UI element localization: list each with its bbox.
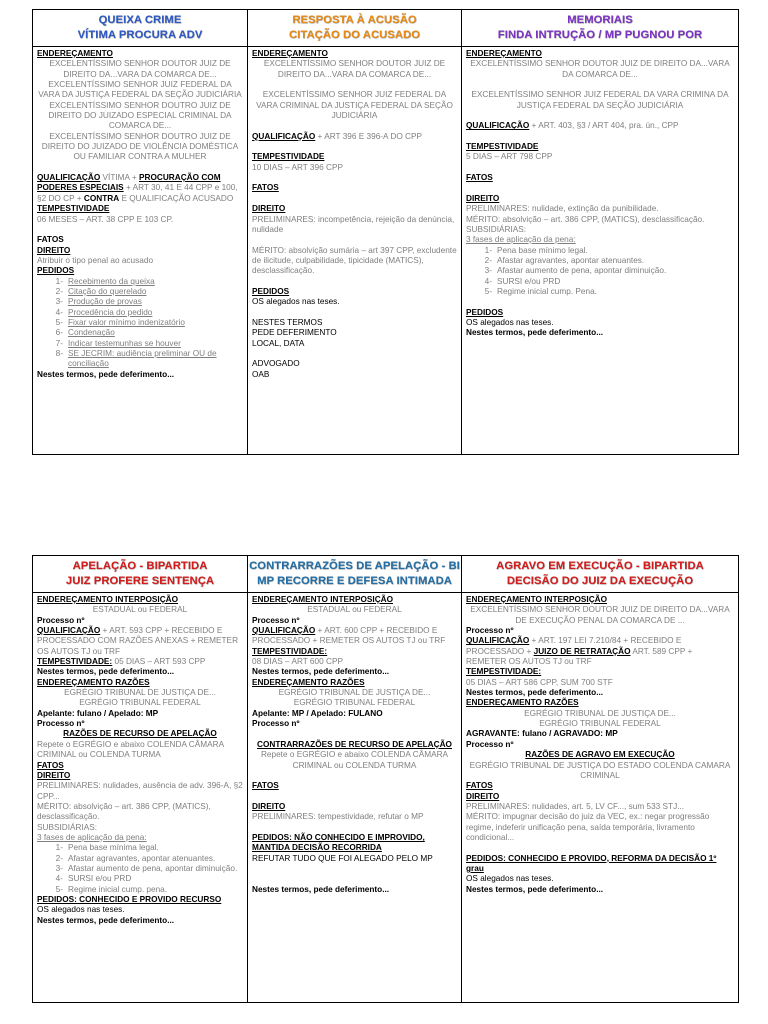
- razoes-label: CONTRARRAZÕES DE RECURSO DE APELAÇÃO: [257, 739, 452, 749]
- column-agravo-execucao: [462, 556, 738, 1002]
- fatos-label: FATOS: [37, 235, 64, 245]
- enderecamento-razoes-label: ENDEREÇAMENTO RAZÕES: [37, 677, 150, 687]
- pedidos-text: OS alegados nas teses.: [252, 297, 340, 307]
- fatos-label: FATOS: [37, 760, 64, 770]
- partes-text: Apelante: fulano / Apelado: MP: [37, 708, 159, 718]
- qualificacao-label: QUALIFICAÇÃO: [252, 626, 316, 636]
- column-subtitle: CITAÇÃO DO ACUSADO: [288, 29, 421, 41]
- enderecamento-text: EXCELENTÍSSIMO SENHOR DOUTRO JUIZ DE DIREITO DO JUIZADO ESPECIAL CRIMINAL DA COMARCA DE...: [48, 100, 232, 131]
- column-resposta-acusacao: [248, 10, 462, 454]
- enderecamento-interposicao-label: ENDEREÇAMENTO INTERPOSIÇÃO: [37, 595, 179, 604]
- pedidos-label: PEDIDOS: CONHECIDO E PROVIDO, REFORMA DA DECISÃO 1º grau: [466, 853, 717, 873]
- column-body: [248, 47, 461, 380]
- list-item: 6- Condenação: [55, 328, 115, 338]
- pedidos-label: PEDIDOS: CONHECIDO E PROVIDO RECURSO: [37, 894, 222, 904]
- egregio-tj-text: EGRÉGIO TRIBUNAL DE JUSTIÇA DE...: [64, 688, 216, 698]
- column-header: [33, 556, 247, 593]
- qualificacao-text: + ART. 403, §3 / ART 404, pra. ún., CPP: [529, 121, 679, 131]
- closing-text: Nestes termos, pede deferimento...: [466, 328, 604, 338]
- enderecamento-text: EXCELENTÍSSIMO SENHOR JUIZ FEDERAL DA VARA CRIMINA DA JUSTIÇA FEDERAL DA SEÇÃO JUDICIÁRIA: [471, 90, 729, 110]
- column-header: [462, 556, 738, 593]
- enderecamento-text: EXCELENTÍSSIMO SENHOR DOUTOR JUIZ DE DIREITO DA...VARA DA COMARCA DE...: [49, 59, 231, 79]
- direito-text: Atribuir o tipo penal ao acusado: [37, 255, 154, 265]
- processo-text: Processo nº: [466, 739, 514, 749]
- enderecamento-interposicao-label: ENDEREÇAMENTO INTERPOSIÇÃO: [252, 595, 394, 604]
- fases-label: 3 fases de aplicação da pena:: [466, 235, 576, 245]
- column-subtitle: JUIZ PROFERE SENTENÇA: [65, 575, 215, 587]
- pedidos-label: PEDIDOS: [466, 307, 504, 317]
- list-item: 5- Regime inicial cump. pena.: [55, 884, 168, 894]
- retratacao-label: JUIZO DE RETRATAÇÃO: [533, 646, 631, 656]
- column-apelacao: [33, 556, 248, 1002]
- column-header: [33, 10, 247, 47]
- column-title: AGRAVO EM EXECUÇÃO - BIPARTIDA: [496, 560, 704, 572]
- list-item: 4- SURSI e/ou PRD: [484, 276, 561, 286]
- qualificacao-label: QUALIFICAÇÃO: [466, 636, 530, 646]
- procuracao-label: PROCURAÇÃO COM PODERES ESPECIAIS: [37, 173, 221, 193]
- tempestividade-text: 05 DIAS – ART 593 CPP: [112, 657, 206, 667]
- tempestividade-line: [37, 657, 243, 667]
- fatos-label: FATOS: [252, 781, 279, 791]
- closing-text: Nestes termos, pede deferimento...: [252, 884, 390, 894]
- enderecamento-label: ENDEREÇAMENTO: [37, 49, 113, 58]
- egregio-tj-text: EGRÉGIO TRIBUNAL DE JUSTIÇA DE...: [524, 708, 676, 718]
- pedidos-label: PEDIDOS: [37, 266, 75, 276]
- qualificacao-label: QUALIFICAÇÃO: [466, 121, 530, 131]
- subsidiarias-label: SUBSIDIÁRIAS:: [466, 224, 527, 234]
- tempestividade-text: 06 MESES – ART. 38 CPP E 103 CP.: [37, 214, 174, 224]
- merito-text: MÉRITO: absolvição – art. 386 CPP, (MATICS), desclassificação.: [37, 801, 211, 822]
- tempestividade-text: 5 DIAS – ART 798 CPP: [466, 152, 553, 162]
- column-body: [33, 47, 247, 380]
- list-item: 3- Afastar aumento de pena, apontar diminuição.: [55, 863, 238, 873]
- column-header: [462, 10, 738, 47]
- tempestividade-label: TEMPESTIVIDADE: [466, 142, 539, 152]
- tempestividade-label: TEMPESTIVIDADE:: [37, 657, 113, 667]
- razoes-text: Repete o EGRÉGIO e abaixo COLENDA CÂMARA CRIMINAL ou COLENDA TURMA: [260, 750, 449, 770]
- tempestividade-label: TEMPESTIVIDADE:: [252, 646, 328, 656]
- fatos-label: FATOS: [252, 183, 279, 193]
- pedidos-label: PEDIDOS: NÃO CONHECIDO E IMPROVIDO, MANTIDA DECISÃO RECORRIDA: [252, 832, 425, 853]
- nestes-termos: Nestes termos, pede deferimento...: [466, 688, 604, 698]
- enderecamento-razoes-label: ENDEREÇAMENTO RAZÕES: [466, 698, 579, 708]
- enderecamento-text: EXCELENTÍSSIMO SENHOR DOUTOR JUIZ DE DIREITO DA...VARA DA COMARCA DE...: [470, 59, 730, 79]
- processo-text: Processo nº: [37, 615, 85, 625]
- column-subtitle: MP RECORRE E DEFESA INTIMADA: [257, 575, 452, 587]
- qualificacao-line: [252, 626, 457, 647]
- table-bottom: [32, 555, 739, 1003]
- table-top: [32, 9, 739, 455]
- column-header: [248, 10, 461, 47]
- preliminares-text: PRELIMINARES: incompetência, rejeição da denúncia, nulidade: [252, 214, 455, 234]
- column-body: [462, 593, 738, 895]
- nestes-termos: Nestes termos, pede deferimento...: [252, 667, 390, 677]
- qualificacao-vitima: VÍTIMA +: [100, 173, 139, 183]
- pedidos-text: OS alegados nas teses.: [466, 317, 554, 327]
- egregio-trf-text: EGRÉGIO TRIBUNAL FEDERAL: [293, 698, 416, 708]
- oab-text: OAB: [252, 369, 270, 379]
- column-title: MEMORIAIS: [567, 14, 633, 26]
- preliminares-text: PRELIMINARES: tempestividade, refutar o MP: [252, 812, 424, 822]
- list-item: 5- Regime inicial cump. Pena.: [484, 286, 597, 296]
- egregio-trf-text: EGRÉGIO TRIBUNAL FEDERAL: [539, 719, 661, 729]
- qualificacao-text: + ART. 600 CPP + RECEBIDO E PROCESSADO + REMETER OS AUTOS TJ ou TRF: [252, 626, 446, 646]
- processo-text: Processo nº: [37, 719, 85, 729]
- qualificacao-text: + ART. 593 CPP + RECEBIDO E PROCESSADO COM RAZÕES ANEXAS + REMETER OS AUTOS TJ ou TRF: [37, 626, 239, 656]
- qualificacao-label: QUALIFICAÇÃO: [37, 626, 101, 636]
- enderecamento-text: EXCELENTÍSSIMO SENHOR DOUTOR JUIZ DE DIREITO DA...VARA DA COMARCA DE...: [263, 59, 446, 79]
- enderecamento-interposicao-label: ENDEREÇAMENTO INTERPOSIÇÃO: [466, 595, 608, 604]
- list-item: 1- Pena base mínima legal.: [55, 843, 159, 853]
- qualificacao-label: QUALIFICAÇÃO: [252, 131, 316, 141]
- retratacao-text: ART. 589 CPP + REMETER OS AUTOS TJ ou TRF: [466, 646, 693, 667]
- enderecamento-label: ENDEREÇAMENTO: [466, 49, 542, 58]
- tempestividade-label: TEMPESTIVIDADE: [37, 204, 110, 214]
- tempestividade-label: TEMPESTIVIDADE:: [466, 667, 542, 677]
- pedidos-text: REFUTAR TUDO QUE FOI ALEGADO PELO MP: [252, 853, 433, 863]
- merito-text: MÉRITO: absolvição sumária – art 397 CPP, excludente de ilicitude, culpabilidade, tipicidade (MATICS), desclassificação.: [252, 245, 457, 276]
- pede-deferimento: PEDE DEFERIMENTO: [252, 328, 337, 338]
- fatos-label: FATOS: [466, 173, 493, 183]
- column-title: QUEIXA CRIME: [98, 14, 182, 26]
- tempestividade-text: 08 DIAS – ART 600 CPP: [252, 657, 343, 667]
- closing-text: Nestes termos, pede deferimento...: [37, 369, 175, 379]
- nestes-termos: NESTES TERMOS: [252, 317, 323, 327]
- tempestividade-text: 10 DIAS – ART 396 CPP: [252, 162, 343, 172]
- column-title: CONTRARRAZÕES DE APELAÇÃO - BI: [249, 560, 460, 572]
- qualificacao-line: [37, 626, 243, 657]
- column-title: RESPOSTA À ACUSÃO: [292, 14, 417, 26]
- enderecamento-text: EXCELENTÍSSIMO SENHOR JUIZ FEDERAL DA VARA DA JUSTIÇA FEDERAL DA SEÇÃO JUDICIÁRIA: [38, 80, 242, 100]
- egregio-trf-text: EGRÉGIO TRIBUNAL FEDERAL: [79, 698, 201, 708]
- column-header: [248, 556, 461, 593]
- column-body: [462, 47, 738, 339]
- procuracao-text: + ART 30, 41 E 44 CPP e 100, §2 DO CP +: [37, 183, 238, 203]
- preliminares-text: PRELIMINARES: nulidade, extinção da punibilidade.: [466, 204, 659, 214]
- list-item: 8- SE JECRIM: audiência preliminar OU de conciliação: [55, 348, 217, 369]
- merito-text: MÉRITO: impugnar decisão do juiz da VEC, ex.: negar progressão regime, indeferir unificação pena, saída temporária, livramento condicional...: [466, 812, 710, 842]
- column-subtitle: DECISÃO DO JUIZ DA EXECUÇÃO: [506, 575, 694, 587]
- pedidos-text: OS alegados nas teses.: [37, 905, 125, 915]
- list-item: 1- Recebimento da queixa: [55, 276, 155, 286]
- column-contrarrazoes: [248, 556, 462, 1002]
- column-memoriais: [462, 10, 738, 454]
- direito-label: DIREITO: [37, 770, 71, 780]
- qualificacao-line: [37, 173, 243, 204]
- list-item: 7- Indicar testemunhas se houver: [55, 338, 181, 348]
- list-item: 2- Afastar agravantes, apontar atenuantes.: [55, 853, 216, 863]
- list-item: 5- Fixar valor mínimo indenizatório: [55, 317, 185, 327]
- column-subtitle: VÍTIMA PROCURA ADV: [77, 29, 203, 41]
- qualificacao-label: QUALIFICAÇÃO: [37, 173, 101, 183]
- qualificacao-line: [466, 121, 734, 131]
- qualificacao-line: [466, 636, 734, 667]
- processo-text: Processo nº: [466, 626, 514, 636]
- enderecamento-razoes-label: ENDEREÇAMENTO RAZÕES: [252, 677, 365, 687]
- column-title: APELAÇÃO - BIPARTIDA: [72, 560, 208, 572]
- direito-label: DIREITO: [252, 204, 286, 214]
- list-item: 2- Afastar agravantes, apontar atenuantes.: [484, 255, 645, 265]
- list-item: 3- Produção de provas: [55, 297, 142, 307]
- estadual-federal-text: ESTADUAL ou FEDERAL: [92, 605, 188, 615]
- processo-text: Processo nº: [252, 615, 300, 625]
- closing-text: Nestes termos, pede deferimento...: [37, 915, 175, 925]
- advogado-text: ADVOGADO: [252, 359, 300, 369]
- enderecamento-text: EXCELENTÍSSIMO SENHOR DOUTOR JUIZ DE DIREITO DA...VARA DE EXECUÇÃO PENAL DA COMARCA DE ...: [470, 605, 730, 625]
- subsidiarias-label: SUBSIDIÁRIAS:: [37, 822, 98, 832]
- direito-label: DIREITO: [252, 801, 286, 811]
- closing-text: Nestes termos, pede deferimento...: [466, 884, 604, 894]
- fatos-label: FATOS: [466, 781, 493, 791]
- estadual-federal-text: ESTADUAL ou FEDERAL: [307, 605, 402, 615]
- tempestividade-label: TEMPESTIVIDADE: [252, 152, 325, 162]
- merito-text: MÉRITO: absolvição – art. 386 CPP, (MATICS), desclassificação.: [466, 214, 705, 224]
- column-body: [248, 593, 461, 895]
- nestes-termos: Nestes termos, pede deferimento...: [37, 667, 175, 677]
- partes-text: AGRAVANTE: fulano / AGRAVADO: MP: [466, 729, 618, 739]
- egregio-tj-text: EGRÉGIO TRIBUNAL DE JUSTIÇA DE...: [278, 688, 431, 698]
- list-item: 1- Pena base mínimo legal.: [484, 245, 588, 255]
- list-item: 3- Afastar aumento de pena, apontar diminuição.: [484, 266, 667, 276]
- tempestividade-text: 05 DIAS – ART 586 CPP, SUM 700 STF: [466, 677, 613, 687]
- column-queixa-crime: [33, 10, 248, 454]
- processo-text: Processo nº: [252, 719, 300, 729]
- enderecamento-text: EXCELENTÍSSIMO SENHOR JUIZ FEDERAL DA VARA CRIMINAL DA JUSTIÇA FEDERAL DA SEÇÃO JUDICIÁRIA: [256, 90, 453, 121]
- qualificacao-text: + ART 396 E 396-A DO CPP: [315, 131, 423, 141]
- list-item: 2- Citação do querelado: [55, 286, 147, 296]
- pedidos-text: OS alegados nas teses.: [466, 874, 554, 884]
- razoes-text: EGRÉGIO TRIBUNAL DE JUSTIÇA DO ESTADO COLENDA CAMARA CRIMINAL: [469, 760, 731, 780]
- razoes-label: RAZÕES DE RECURSO DE APELAÇÃO: [63, 729, 217, 739]
- direito-label: DIREITO: [37, 245, 71, 255]
- list-item: 4- SURSI e/ou PRD: [55, 874, 132, 884]
- razoes-label: RAZÕES DE AGRAVO EM EXECUÇÃO: [525, 750, 675, 760]
- qualificacao-line: [252, 132, 457, 142]
- enderecamento-text: EXCELENTÍSSIMO SENHOR DOUTRO JUIZ DE DIREITO DO JUIZADO DE VIOLÊNCIA DOMÉSTICA OU FAMILIAR CONTRA A MULHER: [41, 131, 239, 162]
- preliminares-text: PRELIMINARES: nulidades, ausência de adv. 396-A, §2 CPP...: [37, 781, 243, 801]
- local-data: LOCAL, DATA: [252, 338, 305, 348]
- column-body: [33, 593, 247, 926]
- preliminares-text: PRELIMINARES: nulidades, art. 5, LV CF..., sum 533 STJ...: [466, 801, 685, 811]
- direito-label: DIREITO: [466, 193, 500, 203]
- direito-label: DIREITO: [466, 791, 500, 801]
- contra-text: E QUALIFICAÇÃO ACUSADO: [119, 193, 234, 203]
- qualificacao-text: + ART. 197 LEI 7.210/84 + RECEBIDO E PROCESSADO +: [466, 636, 682, 656]
- enderecamento-label: ENDEREÇAMENTO: [252, 49, 328, 58]
- column-subtitle: FINDA INTRUÇÃO / MP PUGNOU POR: [497, 29, 703, 41]
- partes-text: Apelante: MP / Apelado: FULANO: [252, 708, 383, 718]
- razoes-text: Repete o EGRÉGIO e abaixo COLENDA CÂMARA CRIMINAL ou COLENDA TURMA: [37, 739, 224, 760]
- list-item: 4- Procedência do pedido: [55, 307, 153, 317]
- contra-label: CONTRA: [83, 193, 120, 203]
- fases-label: 3 fases de aplicação da pena:: [37, 832, 147, 842]
- pedidos-label: PEDIDOS: [252, 286, 290, 296]
